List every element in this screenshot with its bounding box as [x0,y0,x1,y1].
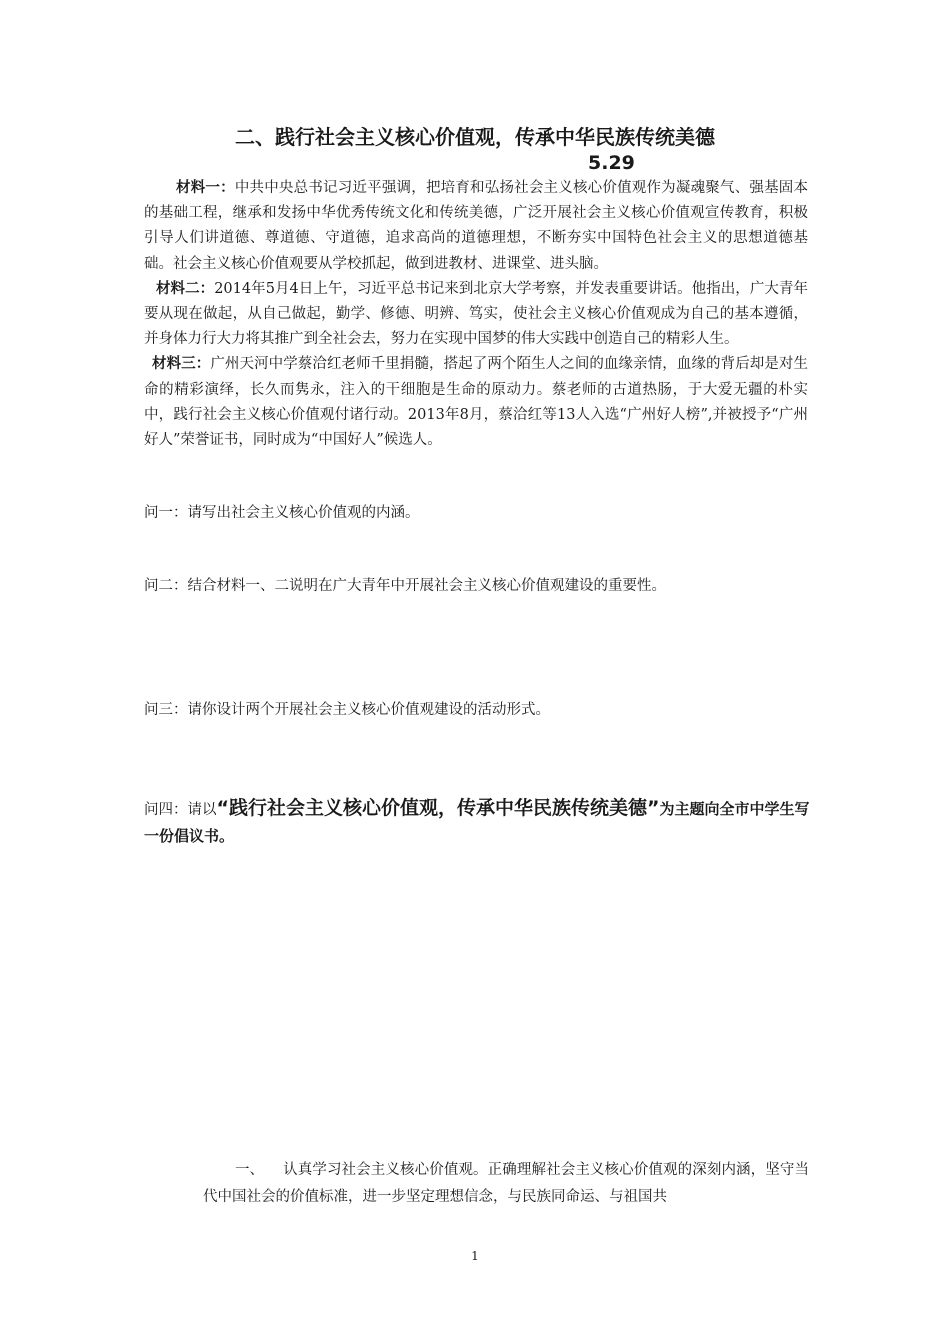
page-number: 1 [471,1249,479,1263]
material-one [144,176,808,277]
material-three-text: 广州天河中学蔡洽红老师千里捐髓，搭起了两个陌生人之间的血缘亲情，血缘的背后却是对生命的精彩演绎，长久而隽永，注入的干细胞是生命的原动力。蔡老师的古道热肠，于大爱无疆的朴实中，践行社会主义核心价值观付诸行动。2013年8月，蔡洽红等13人入选“广州好人榜”,并被授予“广州好人”荣誉证书，同时成为“中国好人”候选人。 [144,356,809,449]
materials-section [144,176,808,453]
material-three [144,352,808,453]
material-three-label: 材料三： [152,356,211,373]
document-title: 二、践行社会主义核心价值观，传承中华民族传统美德 [235,125,715,149]
document-date: 5.29 [588,152,635,174]
question-four-prefix: 问四：请以 [144,802,217,818]
answer-text: 认真学习社会主义核心价值观。正确理解社会主义核心价值观的深刻内涵，坚守当代中国社会的价值标准，进一步坚定理想信念，与民族同命运、与祖国共 [203,1162,809,1205]
question-three: 问三：请你设计两个开展社会主义核心价值观建设的活动形式。 [144,702,550,718]
material-one-label: 材料一： [176,180,235,196]
answer-section [203,1157,809,1211]
question-four [144,795,824,850]
question-one: 问一：请写出社会主义核心价值观的内涵。 [144,505,420,521]
material-two-label: 材料二： [156,280,215,297]
material-two [144,277,808,353]
question-four-suffix: 为主题向全市中学生写一份倡议书。 [144,800,810,845]
material-two-text: 2014年5月4日上午，习近平总书记来到北京大学考察，并发表重要讲话。他指出，广大青年要从现在做起，从自己做起，勤学、修德、明辨、笃实，使社会主义核心价值观成为自己的基本遵循，并身体力行大力将其推广到全社会去，努力在实现中国梦的伟大实践中创造自己的精彩人生。 [144,280,808,348]
question-four-theme: “践行社会主义核心价值观，传承中华民族传统美德” [216,797,660,819]
question-two: 问二：结合材料一、二说明在广大青年中开展社会主义核心价值观建设的重要性。 [144,578,666,594]
answer-number: 一、 [235,1162,264,1178]
material-one-text: 中共中央总书记习近平强调，把培育和弘扬社会主义核心价值观作为凝魂聚气、强基固本的基础工程，继承和发扬中华优秀传统文化和传统美德，广泛开展社会主义核心价值观宣传教育，积极引导人们讲道德、尊道德、守道德，追求高尚的道德理想，不断夯实中国特色社会主义的思想道德基础。社会主义核心价值观要从学校抓起，做到进教材、进课堂、进头脑。 [144,180,808,272]
